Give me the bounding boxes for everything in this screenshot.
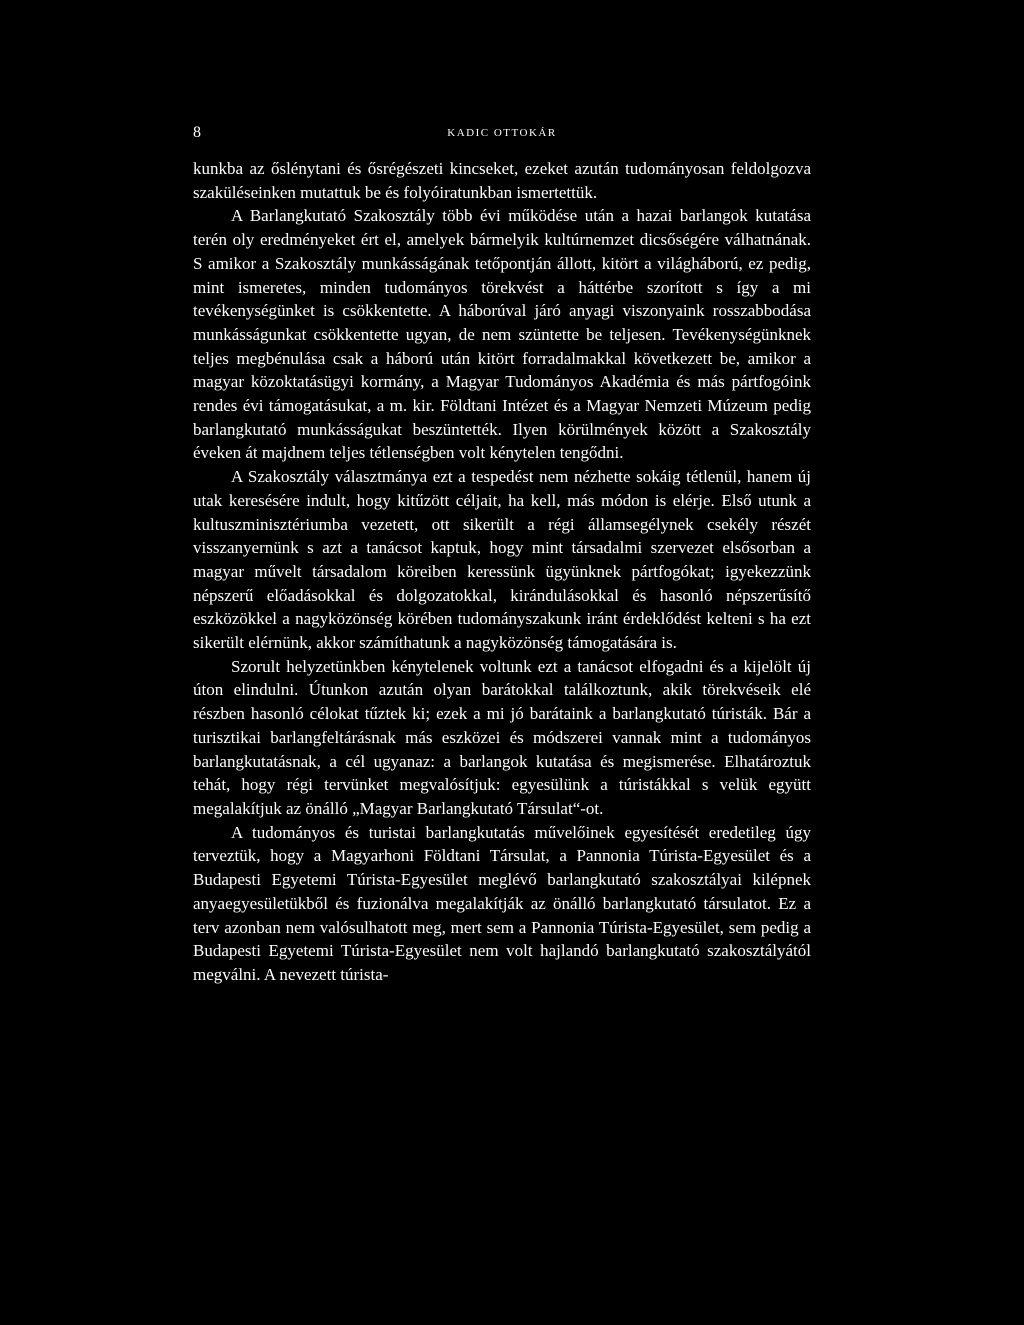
page-header: [193, 124, 811, 144]
paragraph: A Szakosztály választmánya ezt a tespedést nem nézhette sokáig tétlenül, hanem új utak keresésére indult, hogy kitűzött céljait, ha kell, más módon is elérje. Első utunk a kultuszminisztériumba vezetett, ott sikerült a régi államsegélynek csekély részét visszanyernünk s azt a tanácsot kaptuk, hogy mint társadalmi szervezet elsősorban a magyar művelt társadalom köreiben keressünk ügyünknek pártfogókat; igyekezzünk népszerű előadásokkal és dolgozatokkal, kirándulásokkal és hasonló népszerűsítő eszközökkel a nagyközönség körében tudományszakunk iránt érdeklődést kelteni s ha ezt sikerült elérnünk, akkor számíthatunk a nagyközönség támogatására is.: [193, 467, 811, 653]
paragraph: A Barlangkutató Szakosztály több évi működése után a hazai barlangok kutatása terén oly eredményeket ért el, amelyek bármelyik kultúrnemzet dicsőségére válhatnának. S amikor a Szakosztály munkásságának tetőpontján állott, kitört a világháború, ez pedig, mint ismeretes, minden tudományos törekvést a háttérbe szorított s így a mi tevékenységünket is csökkentette. A háborúval járó anyagi viszonyaink rosszabbodása munkásságunkat csökkentette ugyan, de nem szüntette be teljesen. Tevékenységünknek teljes megbénulása csak a háború után kitört forradalmakkal következett be, amikor a magyar közoktatásügyi kormány, a Magyar Tudományos Akadémia és más pártfogóink rendes évi támogatásukat, a m. kir. Földtani Intézet és a Magyar Nemzeti Múzeum pedig barlangkutató munkásságukat beszüntették. Ilyen körülmények között a Szakosztály éveken át majdnem teljes tétlenségben volt kénytelen tengődni.: [193, 206, 811, 463]
paragraph: A tudományos és turistai barlangkutatás művelőinek egyesítését eredetileg úgy terveztük, hogy a Magyarhoni Földtani Társulat, a Pannonia Túrista-Egyesület és a Budapesti Egyetemi Túrista-Egyesület meglévő barlangkutató szakosztályai kilépnek anyaegyesületükből és fuzionálva megalakítják az önálló barlangkutató társulatot. Ez a terv azonban nem valósulhatott meg, mert sem a Pannonia Túrista-Egyesület, sem pedig a Budapesti Egyetemi Túrista-Egyesület nem volt hajlandó barlangkutató szakosztályától megválni. A nevezett túrista-: [193, 822, 811, 984]
paragraph-continued: kunkba az őslénytani és ősrégészeti kincseket, ezeket azután tudományosan feldolgozva szaküléseinken mutattuk be és folyóiratunkban ismertettük.: [193, 159, 811, 202]
page-number: 8: [193, 124, 201, 141]
body-text: [193, 157, 811, 987]
paragraph: Szorult helyzetünkben kénytelenek voltunk ezt a tanácsot elfogadni és a kijelölt új úton elindulni. Útunkon azután olyan barátokkal találkoztunk, akik törekvéseik elé részben hasonló célokat tűztek ki; ezek a mi jó barátaink a barlangkutató túristák. Bár a turisztikai barlangfeltárásnak más eszközei és módszerei vannak mint a tudományos barlangkutatásnak, a cél ugyanaz: a barlangok kutatása és megismerése. Elhatároztuk tehát, hogy régi tervünket megvalósítjuk: egyesülünk a túristákkal s velük együtt megalakítjuk az önálló „Magyar Barlangkutató Társulat“-ot.: [193, 656, 811, 818]
running-head-author: KADIC OTTOKÁR: [447, 127, 557, 139]
